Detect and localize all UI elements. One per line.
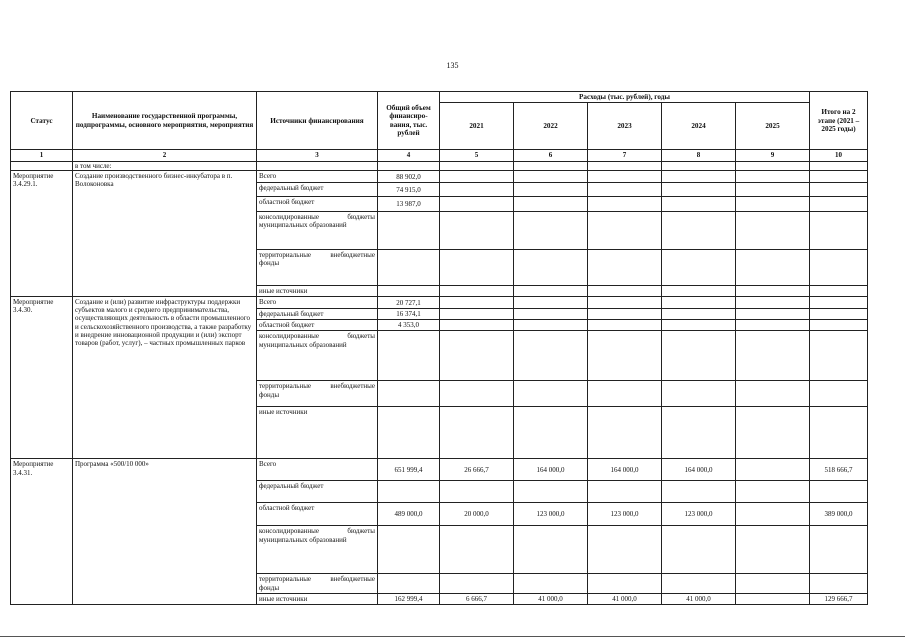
total-cell: 162 999,4	[378, 593, 440, 604]
year-value-cell: 164 000,0	[514, 459, 588, 481]
year-value-cell	[662, 526, 736, 574]
header-expenses: Расходы (тыс. рублей), годы	[440, 92, 810, 103]
source-cell: территориальные внебюджетные фонды	[257, 250, 378, 286]
year-value-cell	[440, 574, 514, 593]
itogo-cell	[810, 309, 868, 320]
year-value-cell	[736, 171, 810, 183]
itogo-cell	[810, 297, 868, 309]
year-value-cell	[662, 407, 736, 459]
year-value-cell	[662, 574, 736, 593]
year-value-cell	[662, 286, 736, 297]
column-index: 6	[514, 150, 588, 162]
itogo-cell	[810, 250, 868, 286]
year-value-cell	[588, 526, 662, 574]
total-cell	[378, 331, 440, 381]
source-cell: областной бюджет	[257, 503, 378, 526]
year-value-cell	[736, 309, 810, 320]
total-cell	[378, 381, 440, 407]
name-cell: Создание и (или) развитие инфраструктуры поддержки субъектов малого и среднего предпринимательства, осуществляющих деятельность в области промышленного и сельскохозяйственного производства, а также разработку и внедрение инновационной продукции и (или) экспорт товаров (работ, услуг), – частных промышленных парков	[73, 297, 257, 459]
year-value-cell	[514, 381, 588, 407]
header-year: 2024	[662, 103, 736, 150]
year-value-cell	[514, 212, 588, 250]
including-label: в том числе:	[73, 162, 257, 171]
year-value-cell	[736, 574, 810, 593]
itogo-cell: 518 666,7	[810, 459, 868, 481]
column-index: 5	[440, 150, 514, 162]
year-value-cell	[514, 183, 588, 197]
source-cell: консолидированные бюджеты муниципальных образований	[257, 212, 378, 250]
column-index-row	[11, 150, 868, 162]
itogo-cell	[810, 286, 868, 297]
year-value-cell	[514, 197, 588, 212]
year-value-cell	[440, 250, 514, 286]
year-value-cell	[588, 297, 662, 309]
source-cell: федеральный бюджет	[257, 309, 378, 320]
total-cell	[378, 286, 440, 297]
header-status: Статус	[11, 92, 73, 150]
header-total: Общий объем финансиро-вания, тыс. рублей	[378, 92, 440, 150]
total-cell	[378, 407, 440, 459]
year-value-cell	[662, 320, 736, 331]
year-value-cell	[514, 481, 588, 503]
column-index: 10	[810, 150, 868, 162]
status-cell: Мероприятие 3.4.31.	[11, 459, 73, 604]
source-cell: федеральный бюджет	[257, 481, 378, 503]
column-index: 2	[73, 150, 257, 162]
year-value-cell	[440, 286, 514, 297]
year-value-cell	[588, 212, 662, 250]
year-value-cell: 41 000,0	[662, 593, 736, 604]
year-value-cell: 164 000,0	[662, 459, 736, 481]
total-cell: 20 727,1	[378, 297, 440, 309]
itogo-cell: 389 000,0	[810, 503, 868, 526]
header-year: 2025	[736, 103, 810, 150]
header-year: 2023	[588, 103, 662, 150]
year-value-cell	[514, 297, 588, 309]
total-cell	[378, 526, 440, 574]
source-cell: консолидированные бюджеты муниципальных образований	[257, 331, 378, 381]
year-value-cell	[440, 183, 514, 197]
itogo-cell	[810, 407, 868, 459]
year-value-cell: 6 666,7	[440, 593, 514, 604]
itogo-cell	[810, 171, 868, 183]
year-value-cell	[440, 171, 514, 183]
total-cell	[378, 574, 440, 593]
source-cell: консолидированные бюджеты муниципальных образований	[257, 526, 378, 574]
total-cell	[378, 250, 440, 286]
year-value-cell	[440, 407, 514, 459]
year-value-cell	[440, 309, 514, 320]
year-value-cell	[514, 320, 588, 331]
total-cell: 74 915,0	[378, 183, 440, 197]
year-value-cell	[588, 171, 662, 183]
year-value-cell	[440, 297, 514, 309]
table-row	[11, 459, 868, 481]
year-value-cell: 26 666,7	[440, 459, 514, 481]
itogo-cell	[810, 481, 868, 503]
year-value-cell	[662, 309, 736, 320]
year-value-cell: 41 000,0	[514, 593, 588, 604]
year-value-cell	[662, 183, 736, 197]
source-cell: иные источники	[257, 407, 378, 459]
year-value-cell	[588, 574, 662, 593]
year-value-cell: 123 000,0	[588, 503, 662, 526]
itogo-cell: 129 666,7	[810, 593, 868, 604]
source-cell: Всего	[257, 459, 378, 481]
year-value-cell	[514, 250, 588, 286]
year-value-cell	[736, 197, 810, 212]
total-cell	[378, 481, 440, 503]
year-value-cell	[662, 250, 736, 286]
year-value-cell	[440, 197, 514, 212]
column-index: 4	[378, 150, 440, 162]
year-value-cell	[736, 286, 810, 297]
year-value-cell	[736, 459, 810, 481]
year-value-cell	[736, 593, 810, 604]
year-value-cell	[736, 503, 810, 526]
source-cell: Всего	[257, 171, 378, 183]
column-index: 8	[662, 150, 736, 162]
status-cell: Мероприятие 3.4.30.	[11, 297, 73, 459]
column-index: 9	[736, 150, 810, 162]
year-value-cell	[588, 183, 662, 197]
header-name: Наименование государственной программы, подпрограммы, основного мероприятия, мероприятия	[73, 92, 257, 150]
header-sources: Источники финансирования	[257, 92, 378, 150]
total-cell: 4 353,0	[378, 320, 440, 331]
column-index: 7	[588, 150, 662, 162]
year-value-cell	[514, 171, 588, 183]
year-value-cell	[440, 526, 514, 574]
year-value-cell	[736, 183, 810, 197]
name-cell: Программа «500/10 000»	[73, 459, 257, 604]
page-number: 135	[446, 61, 459, 70]
year-value-cell	[440, 320, 514, 331]
header-year: 2021	[440, 103, 514, 150]
year-value-cell: 123 000,0	[514, 503, 588, 526]
year-value-cell	[662, 197, 736, 212]
year-value-cell	[440, 381, 514, 407]
itogo-cell	[810, 212, 868, 250]
year-value-cell	[662, 297, 736, 309]
year-value-cell: 123 000,0	[662, 503, 736, 526]
source-cell: иные источники	[257, 286, 378, 297]
source-cell: иные источники	[257, 593, 378, 604]
year-value-cell	[736, 381, 810, 407]
itogo-cell	[810, 320, 868, 331]
year-value-cell	[588, 481, 662, 503]
total-cell	[378, 212, 440, 250]
status-cell: Мероприятие 3.4.29.1.	[11, 171, 73, 297]
year-value-cell	[440, 212, 514, 250]
itogo-cell	[810, 381, 868, 407]
year-value-cell	[736, 526, 810, 574]
year-value-cell	[662, 331, 736, 381]
itogo-cell	[810, 183, 868, 197]
year-value-cell	[736, 250, 810, 286]
year-value-cell	[588, 250, 662, 286]
year-value-cell	[514, 407, 588, 459]
year-value-cell	[736, 297, 810, 309]
source-cell: областной бюджет	[257, 320, 378, 331]
itogo-cell	[810, 574, 868, 593]
year-value-cell	[662, 381, 736, 407]
year-value-cell	[736, 331, 810, 381]
year-value-cell	[514, 309, 588, 320]
year-value-cell	[588, 286, 662, 297]
year-value-cell	[588, 381, 662, 407]
total-cell: 88 902,0	[378, 171, 440, 183]
year-value-cell	[514, 286, 588, 297]
table-row	[11, 171, 868, 183]
year-value-cell	[440, 481, 514, 503]
year-value-cell	[736, 481, 810, 503]
financing-table	[10, 91, 868, 605]
page-bottom-rule	[0, 636, 905, 637]
source-cell: территориальные внебюджетные фонды	[257, 574, 378, 593]
year-value-cell	[736, 212, 810, 250]
year-value-cell	[588, 331, 662, 381]
year-value-cell	[662, 171, 736, 183]
itogo-cell	[810, 197, 868, 212]
header-itogo: Итого на 2 этапе (2021 – 2025 годы)	[810, 92, 868, 150]
total-cell: 16 374,1	[378, 309, 440, 320]
itogo-cell	[810, 526, 868, 574]
total-cell: 13 987,0	[378, 197, 440, 212]
year-value-cell	[514, 331, 588, 381]
header-year: 2022	[514, 103, 588, 150]
source-cell: федеральный бюджет	[257, 183, 378, 197]
year-value-cell	[588, 309, 662, 320]
year-value-cell	[736, 320, 810, 331]
year-value-cell	[662, 212, 736, 250]
year-value-cell	[514, 526, 588, 574]
year-value-cell	[440, 331, 514, 381]
year-value-cell: 41 000,0	[588, 593, 662, 604]
column-index: 1	[11, 150, 73, 162]
total-cell: 651 999,4	[378, 459, 440, 481]
year-value-cell: 20 000,0	[440, 503, 514, 526]
itogo-cell	[810, 331, 868, 381]
including-row	[11, 162, 868, 171]
table-row	[11, 297, 868, 309]
column-index: 3	[257, 150, 378, 162]
year-value-cell	[662, 481, 736, 503]
year-value-cell	[736, 407, 810, 459]
source-cell: областной бюджет	[257, 197, 378, 212]
name-cell: Создание производственного бизнес-инкубатора в п. Волоконовка	[73, 171, 257, 297]
year-value-cell: 164 000,0	[588, 459, 662, 481]
total-cell: 489 000,0	[378, 503, 440, 526]
source-cell: Всего	[257, 297, 378, 309]
source-cell: территориальные внебюджетные фонды	[257, 381, 378, 407]
year-value-cell	[588, 407, 662, 459]
year-value-cell	[588, 320, 662, 331]
year-value-cell	[514, 574, 588, 593]
year-value-cell	[588, 197, 662, 212]
